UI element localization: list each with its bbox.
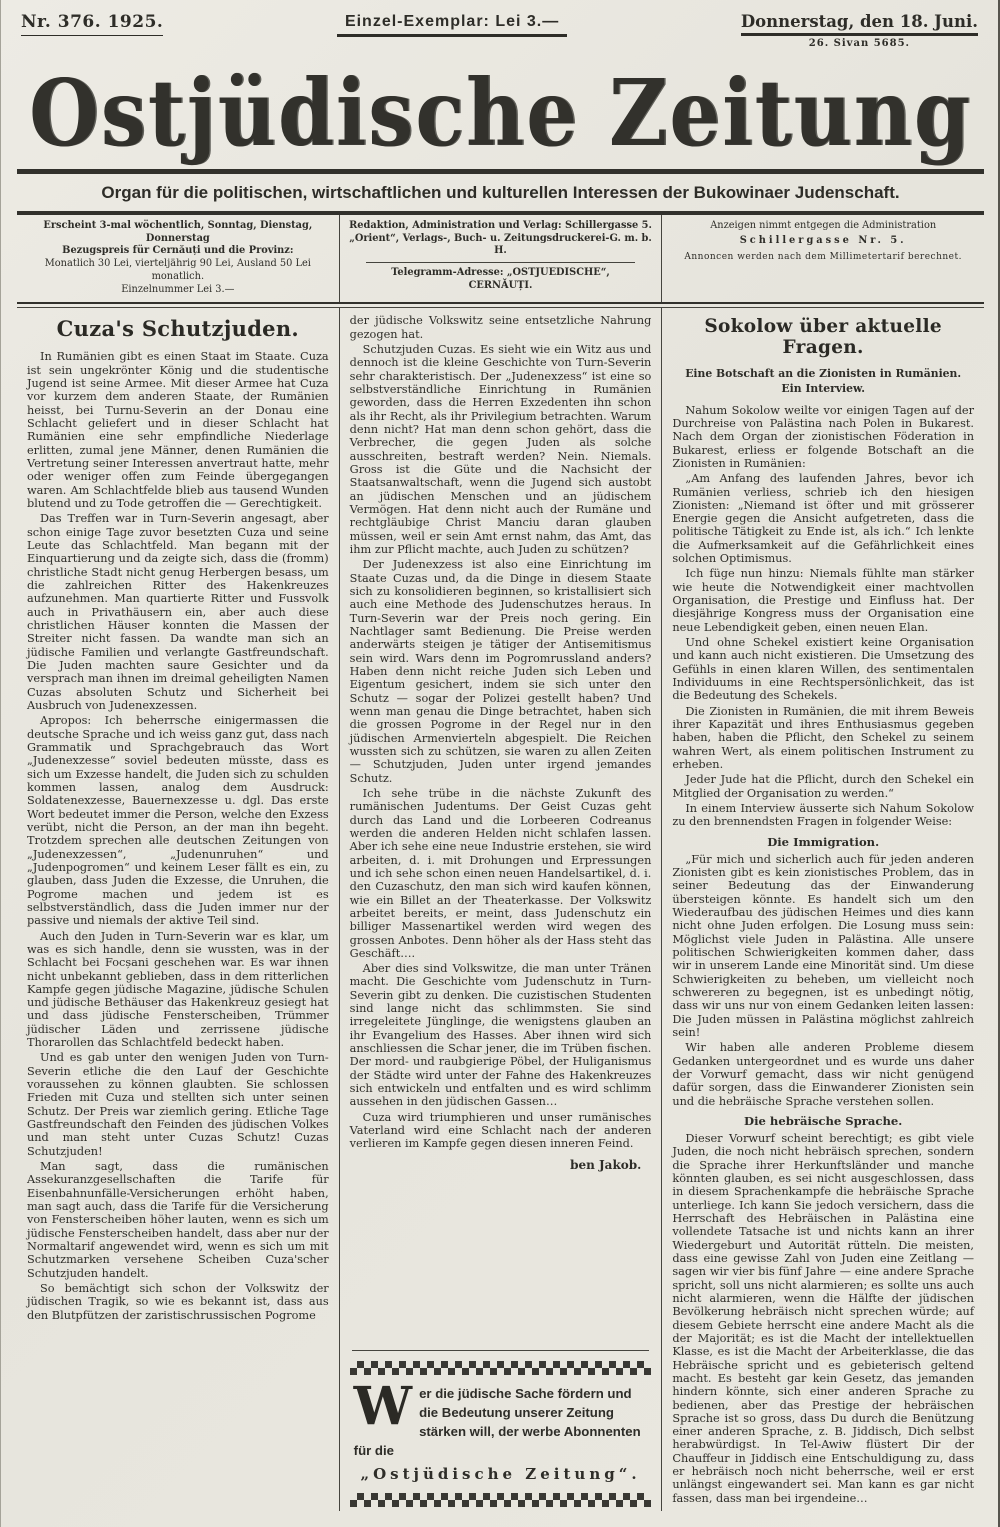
date-block <box>741 12 978 49</box>
text-paragraph: Man sagt, dass die rumänischen Assekuranzgesellschaften die Tarife für Eisenbahnunfälle-Versicherungen erhöht haben, man sagt auch, dass die Tarife für die Versicherung von Fensterscheiben höher lauten, wenn es sich um jüdische Fensterscheiben handelt, dass aber nur der Normaltarif angewendet wird, wenn es sich um mit Schutzmarken versehene Scheiben Cuza'scher Schutzjuden handelt. <box>27 1160 329 1280</box>
imprint-left <box>17 215 339 302</box>
text-paragraph: Telegramm-Adresse: „OSTJUEDISCHE“, CERNĂUȚI. <box>366 262 636 292</box>
text-paragraph: der jüdische Volkswitz seine entsetzliche Nahrung gezogen hat. <box>349 314 652 341</box>
article-cuza-col1-body <box>27 350 329 1322</box>
column-1 <box>17 308 339 1511</box>
promo-drop-cap: W <box>353 1375 413 1437</box>
checker-border-top <box>350 1361 652 1375</box>
promo-body <box>350 1375 652 1494</box>
promo-text: er die jüdische Sache fördern und die Bedeutung unserer Zeitung stärken will, der werbe Abonnenten für die <box>353 1385 641 1458</box>
date-line: Donnerstag, den 18. Juni. <box>741 12 978 36</box>
text-paragraph: Schillergasse Nr. 5. <box>739 234 907 246</box>
article-area <box>17 307 984 1511</box>
text-paragraph: Annoncen werden nach dem Millimetertarif berechnet. <box>684 252 962 263</box>
imprint-right <box>661 215 984 302</box>
masthead-title: Ostjüdische Zeitung <box>29 58 972 168</box>
checker-border-bottom <box>350 1493 652 1507</box>
deck-line-2: Ein Interview. <box>781 381 865 395</box>
text-paragraph: Der Judenexzess ist also eine Einrichtung im Staate Cuzas und, da die Dinge in diesem Staate sich zu konsolidieren beginnen, so kristallisiert sich auch eine Methode des Judenschutzes heraus. In Turn-Severin war der Preis noch gering. Ein Nachtlager samt Bedienung. Die Preise werden anderwärts steigen je tätiger der Antisemitismus sein wird. Wars denn im Pogromrussland anders? Haben denn nicht reiche Juden sich Leben und Eigentum gesichert, indem sie sich unter den Schutz — sogar der Polizei gestellt haben? Und wenn man genau die Dinge betrachtet, haben sich die grossen Pogrome in der Regel nur in den jüdischen Armenvierteln abgespielt. Die Reichen wussten sich zu schützen, sie waren zu allen Zeiten — Schutzjuden, Juden unter irgend jemandes Schutz. <box>349 558 652 785</box>
article-subheading: Die Immigration. <box>767 834 880 849</box>
deck-line-1: Eine Botschaft an die Zionisten in Rumänien. <box>685 367 962 381</box>
text-paragraph: Ich füge nun hinzu: Niemals fühlte man stärker wie heute die Notwendigkeit einer machtvollen Organisation, die Prestige und Einfluss hat. Der diesjährige Kongress muss der Organisation eine neue Lebendigkeit geben, einen neuen Elan. <box>672 567 975 634</box>
text-paragraph: Bezugspreis für Cernăuți und die Provinz: <box>62 245 294 257</box>
column-3 <box>661 308 984 1511</box>
text-paragraph: Schutzjuden Cuzas. Es sieht wie ein Witz aus und dennoch ist die kleine Geschichte von Turn-Severin sehr charakteristisch. Der „Judenexzess“ ist eine so selbstverständliche Einrichtung in Rumänien geworden, dass die Herren Exzedenten ihn schon als ihr Recht, als ihr Privilegium betrachten. Warum denn nicht? Hat man denn schon gehört, dass die Verbrecher, die gegen Juden als solche ausschreiten, bestraft werden? Nein. Niemals. Gross ist die Güte und die Nachsicht der Staatsanwaltschaft, wenn die Jugend sich austobt an jüdischen Menschen und an jüdischem Vermögen. Hat denn nicht auch der Rumäne und rechtgläubige Christ Manciu daran glauben müssen, weil er sein Amt ernst nahm, das Amt, das ihm zur Pflicht machte, auch Juden zu schützen? <box>349 343 652 556</box>
text-paragraph: Erscheint 3-mal wöchentlich, Sonntag, Dienstag, Donnerstag <box>43 220 313 244</box>
text-paragraph: Cuza wird triumphieren und unser rumänisches Vaterland wird eine Schlacht nach der anderen verlieren im Kampfe gegen diesen inneren Feind. <box>349 1110 652 1151</box>
text-paragraph: In Rumänien gibt es einen Staat im Staate. Cuza ist sein ungekrönter König und die studentische Jugend ist seine Armee. Mit dieser Armee hat Cuza vor kurzem dem anderen Staate, der Rumänien heisst, bei Turnu-Severin an der Donau eine Schlacht geliefert und in dieser Schlacht hat Rumänien eine sehr empfindliche Niederlage erlitten, zumal jene Männer, denen Rumänien die Vertretung seiner Interessen anvertraut hatte, mehr oder weniger offen zum Feinde übergegangen waren. Am Schlachtfelde blieb aus tausend Wunden blutend und zu Tode getroffen die — Gerechtigkeit. <box>27 350 329 511</box>
text-paragraph: Aber dies sind Volkswitze, die man unter Tränen macht. Die Geschichte vom Judenschutz in Turn-Severin gibt zu denken. Die cuzistischen Studenten sind lange nicht das schlimmsten. Sie sind irregeleitete Jünglinge, die wenigstens glauben an ihr Evangelium des Hasses. Aber ihnen wird sich anschliessen die Schar jener, die im Trüben fischen. Der mord- und raubgierige Pöbel, der Huliganismus der Städte wird unter der Fahne des Hakenkreuzes sich entwickeln und entfalten und es wird schlimm aussehen in den jüdischen Gassen… <box>349 962 652 1109</box>
imprint-bar <box>17 215 984 304</box>
text-paragraph: Die Zionisten in Rumänien, die mit ihrem Beweis ihrer Kapazität und ihres Enthusiasmus gegeben haben, haben die Pflicht, den Schekel zu seinem wahren Wert, als einem politischen Instrument zu erheben. <box>672 704 975 772</box>
text-paragraph: In einem Interview äusserte sich Nahum Sokolow zu den brennendsten Fragen in folgender Weise: <box>672 802 975 829</box>
text-paragraph: Nahum Sokolow weilte vor einigen Tagen auf der Durchreise von Palästina nach Polen in Bukarest. Nach dem Organ der zionistischen Föderation in Bukarest, erliess er folgende Botschaft an die Zionisten in Rumänien: <box>672 403 975 470</box>
text-paragraph: Einzelnummer Lei 3.— <box>121 283 235 295</box>
text-paragraph: Jeder Jude hat die Pflicht, durch den Schekel ein Mitglied der Organisation zu werden.“ <box>672 773 975 800</box>
text-paragraph: Apropos: Ich beherrsche einigermassen die deutsche Sprache und ich weiss ganz gut, dass nach Grammatik und Sprachgebrauch das Wort „Judenexzesse“ soviel bedeuten müsste, dass es sich um Exzesse handelt, die Juden sich zu schulden kommen lassen, analog dem Ausdruck: Soldatenexzesse, Bauernexzesse u. dgl. Das erste Wort bedeutet immer die Person, welche den Exzess verübt, nicht die Person, an der man ihn begeht. Trotzdem sprechen alle deutschen Zeitungen von „Judenexzessen“, „Judenunruhen“ und „Judenpogromen“ und keinem Leser fällt es ein, zu glauben, dass Juden die Exzesse, die Unruhen, die Pogrome machen und jedem ist es selbstverständlich, dass die Juden immer nur der passive und niemals der aktive Teil sind. <box>27 714 329 928</box>
article-subheading: Die hebräische Sprache. <box>744 1113 903 1128</box>
article-title-sokolow: Sokolow über aktuelle Fragen. <box>704 316 942 359</box>
text-paragraph: „Orient“, Verlags-, Buch- u. Zeitungsdruckerei-G. m. b. H. <box>349 232 652 257</box>
promo-paper-name: „Ostjüdische Zeitung“. <box>360 1465 641 1484</box>
text-paragraph: „Am Anfang des laufenden Jahres, bevor ich Rumänien verliess, schrieb ich den hiesigen Zionisten: „Niemand ist öfter und mit grösserer Energie gegen die Ansicht aufgetreten, dass die politische Tätigkeit zu Ende ist, als ich.“ Ich lenkte die Aufmerksamkeit auf die Gefährlichkeit eines solchen Optimismus. <box>672 472 975 566</box>
hebrew-date-line: 26. Sivan 5685. <box>808 38 911 49</box>
text-paragraph: So bemächtigt sich schon der Volkswitz der jüdischen Tragik, so wie es bekannt ist, dass aus den Blutpfützen der zaristischrussischen Pogrome <box>27 1282 329 1322</box>
text-paragraph: Anzeigen nimmt entgegen die Administration <box>710 220 937 231</box>
article-signature: ben Jakob. <box>570 1157 642 1172</box>
article-deck <box>672 367 974 396</box>
text-paragraph: Das Treffen war in Turn-Severin angesagt, aber schon einige Tage zuvor besetzten Cuza und seine Leute das Schlachtfeld. Man begann mit der Einquartierung und da zeigte sich, dass die (fromm) christliche Stadt nicht genug Herbergen besass, um die zahlreichen Ritter des Hakenkreuzes aufzunehmen. Man quartierte Ritter und Fussvolk auch in Privathäusern ein, aber auch diese christlichen Häuser konnten die Massen der Streiter nicht fassen. Da wandte man sich an jüdische Familien und verlangte Gastfreundschaft. Die Juden machten saure Gesichter und da versprach man ihnen im dreimal geheiligten Namen Cuzas absoluten Schutz und Sicherheit bei Ausbruch von Judenexzessen. <box>27 512 329 712</box>
text-paragraph: Wir haben alle anderen Probleme diesem Gedanken untergeordnet und es wurde uns daher der Vorwurf gemacht, dass wir nicht genügend dafür sorgen, dass die Einwanderer Zionisten sein und die hebräische Sprache verstehen sollen. <box>672 1041 975 1108</box>
article-title-cuza: Cuza's Schutzjuden. <box>56 316 300 342</box>
text-paragraph: Und ohne Schekel existiert keine Organisation und kann auch nicht existieren. Die Umsetzung des Gefühls in einen klaren Willen, des sentimentalen Individuums in eine Rechtspersönlichkeit, das ist die Bedeutung des Schekels. <box>672 636 975 703</box>
text-paragraph: Redaktion, Administration und Verlag: Schillergasse 5. <box>349 220 652 231</box>
top-bar <box>17 10 984 49</box>
article-cuza-col2-body <box>350 314 652 1152</box>
subscription-promo <box>350 1344 652 1508</box>
text-paragraph: Dieser Vorwurf scheint berechtigt; es gibt viele Juden, die noch nicht hebräisch sprechen, sondern die Sprache ihrer Herkunftsländer und manche könnten glauben, es sei nicht ausgeschlossen, dass in diesem Sprachenkampfe die hebräische Sprache unterliege. Ich kann Sie jedoch versichern, dass die Herrschaft des Hebräischen in Palästina eine vollendete Tatsache ist und nichts kann an ihrer Wiedergeburt und Autorität rütteln. Die meisten, dass eine gewisse Zahl von Juden eine Zeitlang — sagen wir vier bis fünf Jahre — eine andere Sprache spricht, soll uns nicht alarmieren; es sollte uns auch nicht alarmieren, wenn die Hälfte der jüdischen Bevölkerung hebräisch nicht sprechen würde; auf diesem Gebiete herrscht eine andere Macht als die der Majorität; es ist die Macht der intellektuellen Klasse, es ist die Macht der Arbeiterklasse, die das Hebräische spricht und es gebieterisch geltend macht. Es besteht gar kein Gesetz, das jemanden hindern könnte, sich einer anderen Sprache zu bedienen, aber das Prestige der hebräischen Sprache ist so gross, dass Du durch die Benützung einer anderen Sprache, z. B. Jiddisch, Dich selbst herabwürdigst. In Tel-Awiw flüstert Dir der Chauffeur in Jiddisch eine Entschuldigung zu, dass er hebräisch noch nicht beherrsche, weil er erst unlängst eingewandert sei. Man kann es gar nicht fassen, dass man bei irgendeine… <box>672 1131 975 1505</box>
text-paragraph: Ich sehe trübe in die nächste Zukunft des rumänischen Judentums. Der Geist Cuzas geht durch das Land und die Lorbeeren Codreanus werden die anderen Helden nicht schlafen lassen. Aber ich sehe eine neue Industrie erstehen, sie wird arbeiten, d. i. mit Drohungen und Erpressungen und ich sehe schon einen neuen Handelsartikel, d. i. den Cuzaschutz, den man sich wird kaufen können, wie ein Billet an der Theaterkasse. Der Volkswitz arbeitet bereits, er meint, dass Judenschutz ein billiger Massenartikel werden wird wegen des grossen Anbotes. Denn höher als der Hass steht das Geschäft…. <box>349 786 652 960</box>
text-paragraph: „Für mich und sicherlich auch für jeden anderen Zionisten gibt es kein zionistisches Problem, das in seiner Bedeutung das der Einwanderung übersteigen könnte. Es handelt sich um den Wiederaufbau des jüdischen Heimes und dies kann nicht ohne Juden erfolgen. Die Losung muss sein: Möglichst viele Juden in Palästina. Alle unsere politischen Schwierigkeiten kommen daher, dass wir in unserem Lande eine Minorität sind. Um diese Schwierigkeiten zu beheben, um vielleicht noch schwereren zu begegnen, ist es unbedingt nötig, dass wir uns nur von einem Gedanken leiten lassen: Die Juden müssen in Palästina möglichst zahlreich sein! <box>672 852 975 1039</box>
article-sokolow-body <box>672 404 974 1506</box>
text-paragraph: Auch den Juden in Turn-Severin war es klar, um was es sich handle, denn sie wussten, was in der Schlacht bei Focșani geschehen war. Es war ihnen nicht unbekannt geblieben, dass in dem ritterlichen Kampfe gegen jüdische Magazine, jüdische Schulen und jüdische Bethäuser das Hakenkreuz gesiegt hat und dass jüdische Fensterscheiben, Trümmer jüdischer Läden und zerrissene jüdische Thorarollen das Schlachtfeld bedeckt haben. <box>27 929 329 1050</box>
issue-number: Nr. 376. 1925. <box>21 12 163 36</box>
end-rule <box>352 1350 650 1351</box>
price-line: Einzel-Exemplar: Lei 3.— <box>337 12 567 37</box>
text-paragraph: Monatlich 30 Lei, vierteljährig 90 Lei, Ausland 50 Lei monatlich. <box>44 258 311 282</box>
imprint-center <box>339 215 662 302</box>
text-paragraph: Und es gab unter den wenigen Juden von Turn-Severin etliche die den Lauf der Geschichte voraussehen zu können glaubten. Sie schlossen Frieden mit Cuza und stellten sich unter seinen Schutz. Der Preis war ziemlich gering. Etliche Tage Gastfreundschaft den Feinden des jüdischen Volkes und man steht unter Cuzas Schutz! Cuzas Schutzjuden! <box>27 1051 329 1158</box>
column-2 <box>339 308 662 1511</box>
masthead-subtitle: Organ für die politischen, wirtschaftlichen und kulturellen Interessen der Bukowinaer Judenschaft. <box>17 169 984 215</box>
